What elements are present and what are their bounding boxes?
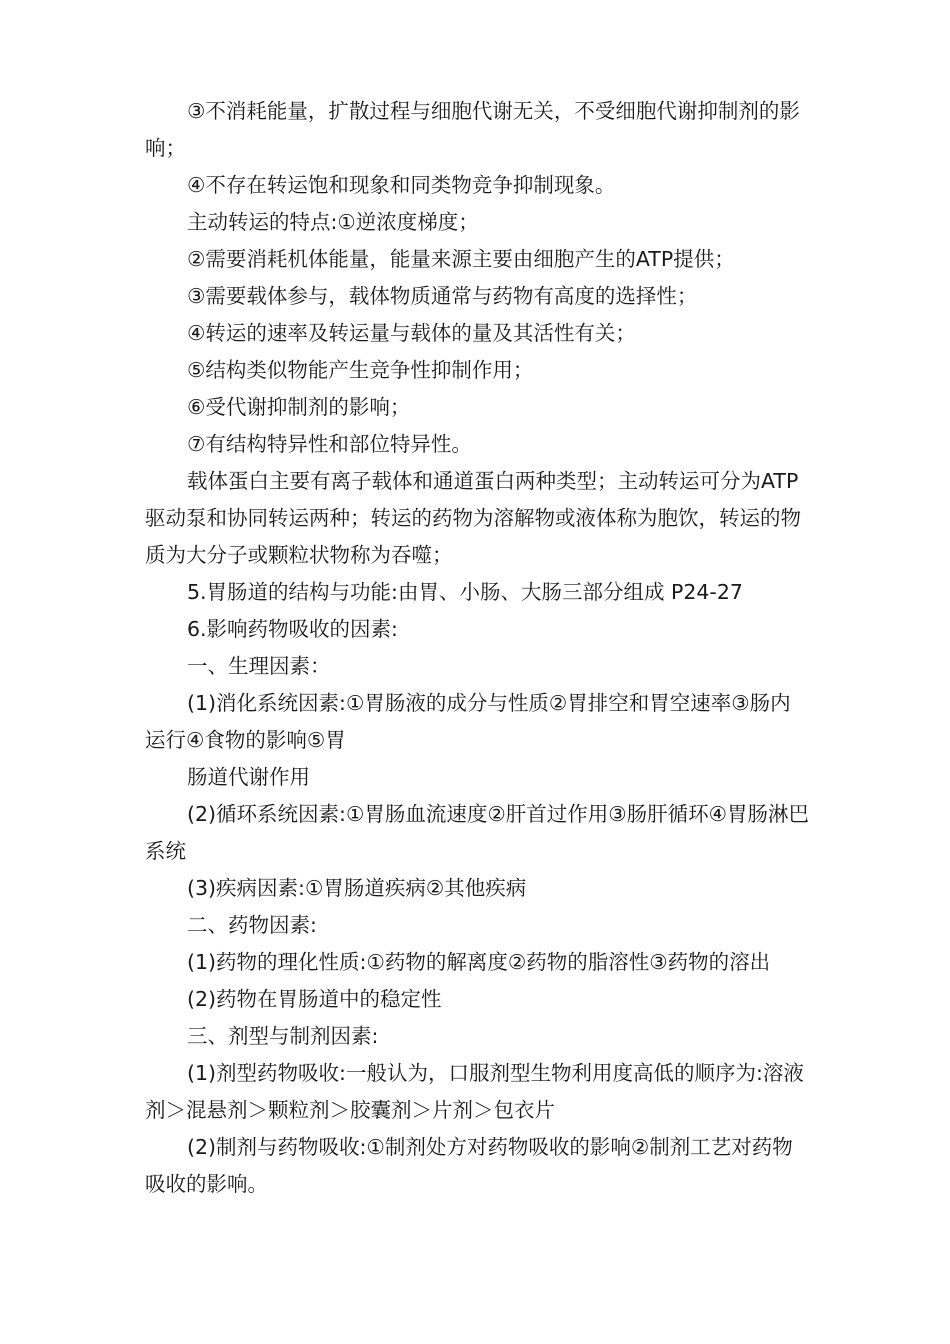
- paragraph-8: ⑥受代谢抑制剂的影响；: [187, 395, 411, 419]
- paragraph-20: (2)药物在胃肠道中的稳定性: [187, 987, 442, 1011]
- document-body: [145, 93, 810, 1203]
- paragraph-16: (2)循环系统因素:①胃肠血流速度②肝首过作用③肠肝循环④胃肠淋巴系统: [145, 802, 809, 863]
- paragraph-22: (1)剂型药物吸收:一般认为，口服剂型生物利用度高低的顺序为:溶液剂＞混悬剂＞颗粒剂＞胶囊剂＞片剂＞包衣片: [145, 1061, 804, 1122]
- paragraph-23: (2)制剂与药物吸收:①制剂处方对药物吸收的影响②制剂工艺对药物吸收的影响。: [145, 1135, 793, 1196]
- paragraph-11: 5.胃肠道的结构与功能:由胃、小肠、大肠三部分组成 P24-27: [187, 580, 743, 604]
- paragraph-19: (1)药物的理化性质:①药物的解离度②药物的脂溶性③药物的溶出: [187, 950, 771, 974]
- paragraph-9: ⑦有结构特异性和部位特异性。: [187, 432, 472, 456]
- paragraph-1: ③不消耗能量，扩散过程与细胞代谢无关，不受细胞代谢抑制剂的影响；: [145, 99, 800, 160]
- paragraph-12: 6.影响药物吸收的因素:: [187, 617, 398, 641]
- paragraph-5: ③需要载体参与，载体物质通常与药物有高度的选择性；: [187, 284, 698, 308]
- paragraph-7: ⑤结构类似物能产生竞争性抑制作用；: [187, 358, 534, 382]
- paragraph-15: 肠道代谢作用: [187, 765, 310, 789]
- paragraph-3: 主动转运的特点:①逆浓度梯度；: [187, 210, 479, 234]
- paragraph-13: 一、生理因素：: [187, 654, 331, 678]
- paragraph-4: ②需要消耗机体能量，能量来源主要由细胞产生的ATP提供；: [187, 247, 735, 271]
- paragraph-14: (1)消化系统因素:①胃肠液的成分与性质②胃排空和胃空速率③肠内运行④食物的影响⑤胃: [145, 691, 791, 752]
- paragraph-17: (3)疾病因素:①胃肠道疾病②其他疾病: [187, 876, 527, 900]
- paragraph-2: ④不存在转运饱和现象和同类物竞争抑制现象。: [187, 173, 616, 197]
- paragraph-6: ④转运的速率及转运量与载体的量及其活性有关；: [187, 321, 636, 345]
- paragraph-10: 载体蛋白主要有离子载体和通道蛋白两种类型；主动转运可分为ATP 驱动泵和协同转运两种；转运的药物为溶解物或液体称为胞饮，转运的物质为大分子或颗粒状物称为吞噬；: [145, 469, 801, 567]
- paragraph-21: 三、剂型与制剂因素:: [187, 1024, 379, 1048]
- paragraph-18: 二、药物因素:: [187, 913, 317, 937]
